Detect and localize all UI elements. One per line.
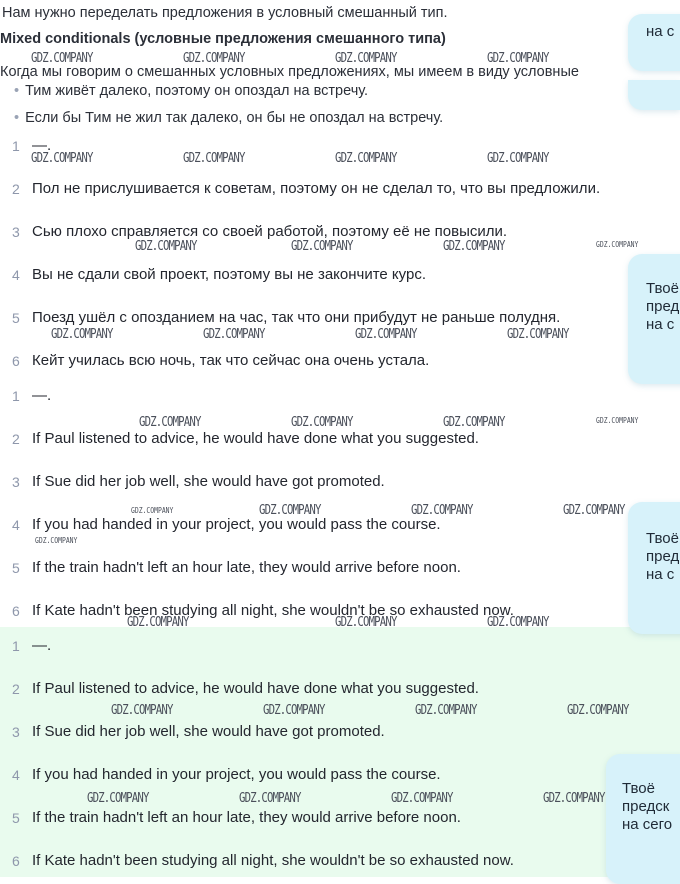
item-text: If the train hadn't left an hour late, they would arrive before noon. bbox=[32, 559, 461, 576]
item-number: 6 bbox=[12, 603, 20, 619]
item-text: Вы не сдали свой проект, поэтому вы не закончите курс. bbox=[32, 266, 426, 283]
watermark: GDZ.COMPANY bbox=[183, 151, 245, 166]
watermark: GDZ.COMPANY bbox=[291, 415, 353, 430]
item-number: 2 bbox=[12, 431, 20, 447]
lead-text: Когда мы говорим о смешанных условных предложениях, мы имеем в виду условные bbox=[0, 64, 579, 80]
item-text: If Sue did her job well, she would have got promoted. bbox=[32, 473, 385, 490]
item-number: 3 bbox=[12, 724, 20, 740]
watermark: GDZ.COMPANY bbox=[291, 239, 353, 254]
watermark: GDZ.COMPANY bbox=[31, 51, 93, 66]
item-number: 3 bbox=[12, 474, 20, 490]
item-number: 1 bbox=[12, 388, 20, 404]
watermark: GDZ.COMPANY bbox=[203, 327, 265, 342]
item-text: If Kate hadn't been studying all night, she wouldn't be so exhausted now. bbox=[32, 602, 514, 619]
watermark: GDZ.COMPANY bbox=[355, 327, 417, 342]
item-number: 5 bbox=[12, 560, 20, 576]
item-number: 6 bbox=[12, 853, 20, 869]
watermark: GDZ.COMPANY bbox=[543, 791, 605, 806]
watermark: GDZ.COMPANY bbox=[411, 503, 473, 518]
watermark: GDZ.COMPANY bbox=[596, 416, 639, 425]
item-number: 6 bbox=[12, 353, 20, 369]
item-number: 5 bbox=[12, 310, 20, 326]
item-number: 1 bbox=[12, 638, 20, 654]
item-number: 4 bbox=[12, 517, 20, 533]
item-text: Сью плохо справляется со своей работой, поэтому её не повысили. bbox=[32, 223, 508, 240]
promo-card-mid2[interactable]: Твоё пред на с bbox=[628, 502, 680, 634]
watermark: GDZ.COMPANY bbox=[567, 703, 629, 718]
answer-panel bbox=[0, 627, 680, 877]
item-number: 4 bbox=[12, 267, 20, 283]
watermark: GDZ.COMPANY bbox=[131, 506, 174, 515]
watermark: GDZ.COMPANY bbox=[487, 51, 549, 66]
item-text: Пол не прислушивается к советам, поэтому он не сделал то, что вы предложили. bbox=[32, 180, 601, 197]
item-text: Поезд ушёл с опозданием на час, так что они прибудут не раньше полудня. bbox=[32, 309, 561, 326]
item-text: If Kate hadn't been studying all night, she wouldn't be so exhausted now. bbox=[32, 852, 514, 869]
watermark: GDZ.COMPANY bbox=[87, 791, 149, 806]
watermark: GDZ.COMPANY bbox=[335, 151, 397, 166]
watermark: GDZ.COMPANY bbox=[35, 536, 78, 545]
item-text: If you had handed in your project, you would pass the course. bbox=[32, 516, 441, 533]
item-number: 1 bbox=[12, 138, 20, 154]
watermark: GDZ.COMPANY bbox=[239, 791, 301, 806]
watermark: GDZ.COMPANY bbox=[507, 327, 569, 342]
watermark: GDZ.COMPANY bbox=[135, 239, 197, 254]
item-number: 4 bbox=[12, 767, 20, 783]
item-text: If Paul listened to advice, he would have done what you suggested. bbox=[32, 680, 479, 697]
item-text: —. bbox=[32, 637, 52, 654]
intro-text: Нам нужно переделать предложения в условный смешанный тип. bbox=[2, 5, 448, 21]
watermark: GDZ.COMPANY bbox=[263, 703, 325, 718]
item-text: —. bbox=[32, 137, 52, 154]
item-number: 2 bbox=[12, 681, 20, 697]
watermark: GDZ.COMPANY bbox=[391, 791, 453, 806]
watermark: GDZ.COMPANY bbox=[259, 503, 321, 518]
item-text: —. bbox=[32, 387, 52, 404]
watermark: GDZ.COMPANY bbox=[139, 415, 201, 430]
item-number: 3 bbox=[12, 224, 20, 240]
watermark: GDZ.COMPANY bbox=[443, 239, 505, 254]
example-item: • Тим живёт далеко, поэтому он опоздал на встречу. bbox=[14, 83, 369, 99]
example-item: • Если бы Тим не жил так далеко, он бы не опоздал на встречу. bbox=[14, 110, 444, 126]
promo-card-top[interactable]: на с bbox=[628, 14, 680, 71]
item-text: If Paul listened to advice, he would have done what you suggested. bbox=[32, 430, 479, 447]
watermark: GDZ.COMPANY bbox=[596, 240, 639, 249]
watermark: GDZ.COMPANY bbox=[127, 615, 189, 630]
watermark: GDZ.COMPANY bbox=[563, 503, 625, 518]
item-number: 2 bbox=[12, 181, 20, 197]
watermark: GDZ.COMPANY bbox=[487, 615, 549, 630]
watermark: GDZ.COMPANY bbox=[335, 615, 397, 630]
item-text: If you had handed in your project, you would pass the course. bbox=[32, 766, 441, 783]
section-subtitle: Mixed conditionals (условные предложения смешанного типа) bbox=[0, 31, 446, 47]
item-text: If Sue did her job well, she would have got promoted. bbox=[32, 723, 385, 740]
watermark: GDZ.COMPANY bbox=[335, 51, 397, 66]
watermark: GDZ.COMPANY bbox=[51, 327, 113, 342]
item-text: If the train hadn't left an hour late, they would arrive before noon. bbox=[32, 809, 461, 826]
watermark: GDZ.COMPANY bbox=[415, 703, 477, 718]
watermark: GDZ.COMPANY bbox=[111, 703, 173, 718]
watermark: GDZ.COMPANY bbox=[183, 51, 245, 66]
watermark: GDZ.COMPANY bbox=[487, 151, 549, 166]
item-text: Кейт училась всю ночь, так что сейчас она очень устала. bbox=[32, 352, 430, 369]
item-number: 5 bbox=[12, 810, 20, 826]
watermark: GDZ.COMPANY bbox=[31, 151, 93, 166]
promo-card-mid1[interactable]: Твоё пред на с bbox=[628, 254, 680, 384]
promo-card-bottom[interactable]: Твоё предск на сего bbox=[606, 754, 680, 884]
watermark: GDZ.COMPANY bbox=[443, 415, 505, 430]
promo-card-strip bbox=[628, 80, 680, 110]
